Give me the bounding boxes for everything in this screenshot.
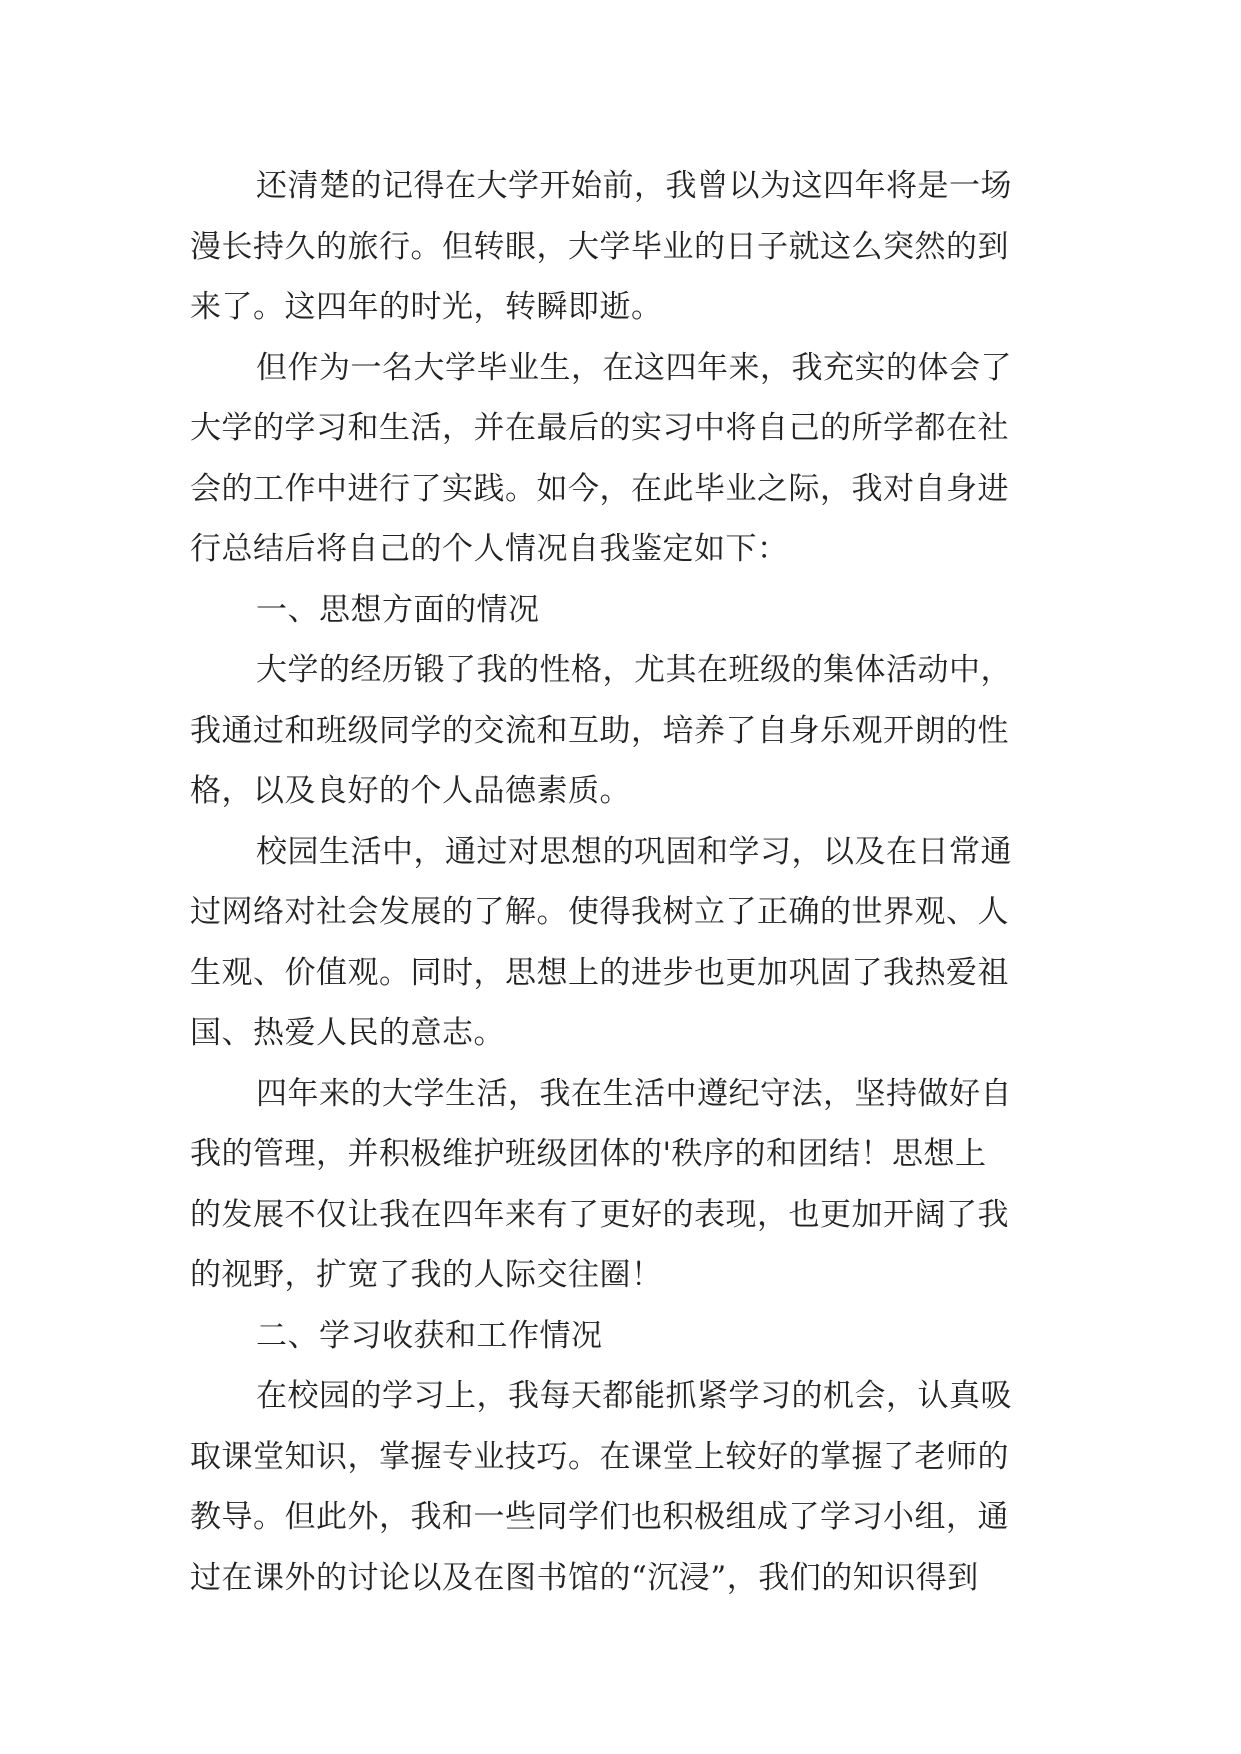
text-line: 在校园的学习上，我每天都能抓紧学习的机会，认真吸 <box>256 1378 1012 1414</box>
text-line: 过网络对社会发展的了解。使得我树立了正确的世界观、人 <box>190 894 1009 930</box>
text-line: 取课堂知识，掌握专业技巧。在课堂上较好的掌握了老师的 <box>190 1438 1009 1475</box>
text-line: 过在课外的讨论以及在图书馆的“沉浸”，我们的知识得到 <box>190 1559 979 1596</box>
text-line: 但作为一名大学毕业生，在这四年来，我充实的体会了 <box>256 349 1012 386</box>
text-line: 行总结后将自己的个人情况自我鉴定如下： <box>190 531 789 567</box>
text-line: 的视野，扩宽了我的人际交往圈！ <box>190 1257 663 1293</box>
section-heading: 一、思想方面的情况 <box>256 591 540 628</box>
text-line: 漫长持久的旅行。但转眼，大学毕业的日子就这么突然的到 <box>190 228 1009 265</box>
text-line: 的发展不仅让我在四年来有了更好的表现，也更加开阔了我 <box>190 1196 1009 1233</box>
text-line: 来了。这四年的时光，转瞬即逝。 <box>190 289 663 325</box>
text-line: 还清楚的记得在大学开始前，我曾以为这四年将是一场 <box>256 168 1012 204</box>
text-line: 校园生活中，通过对思想的巩固和学习，以及在日常通 <box>256 833 1012 870</box>
text-line: 大学的经历锻了我的性格，尤其在班级的集体活动中， <box>256 652 1012 688</box>
text-line: 大学的学习和生活，并在最后的实习中将自己的所学都在社 <box>190 410 1009 446</box>
text-line: 会的工作中进行了实践。如今，在此毕业之际，我对自身进 <box>190 470 1009 507</box>
text-line: 我通过和班级同学的交流和互助，培养了自身乐观开朗的性 <box>190 712 1009 749</box>
text-line: 格，以及良好的个人品德素质。 <box>190 773 631 809</box>
text-line: 国、热爱人民的意志。 <box>190 1015 505 1051</box>
section-heading: 二、学习收获和工作情况 <box>256 1317 603 1354</box>
text-line: 四年来的大学生活，我在生活中遵纪守法，坚持做好自 <box>256 1075 1012 1112</box>
document-body <box>190 156 1052 1608</box>
text-line: 我的管理，并积极维护班级团体的'秩序的和团结！思想上 <box>190 1136 987 1172</box>
text-line: 生观、价值观。同时，思想上的进步也更加巩固了我热爱祖 <box>190 954 1009 991</box>
text-line: 教导。但此外，我和一些同学们也积极组成了学习小组，通 <box>190 1499 1009 1535</box>
